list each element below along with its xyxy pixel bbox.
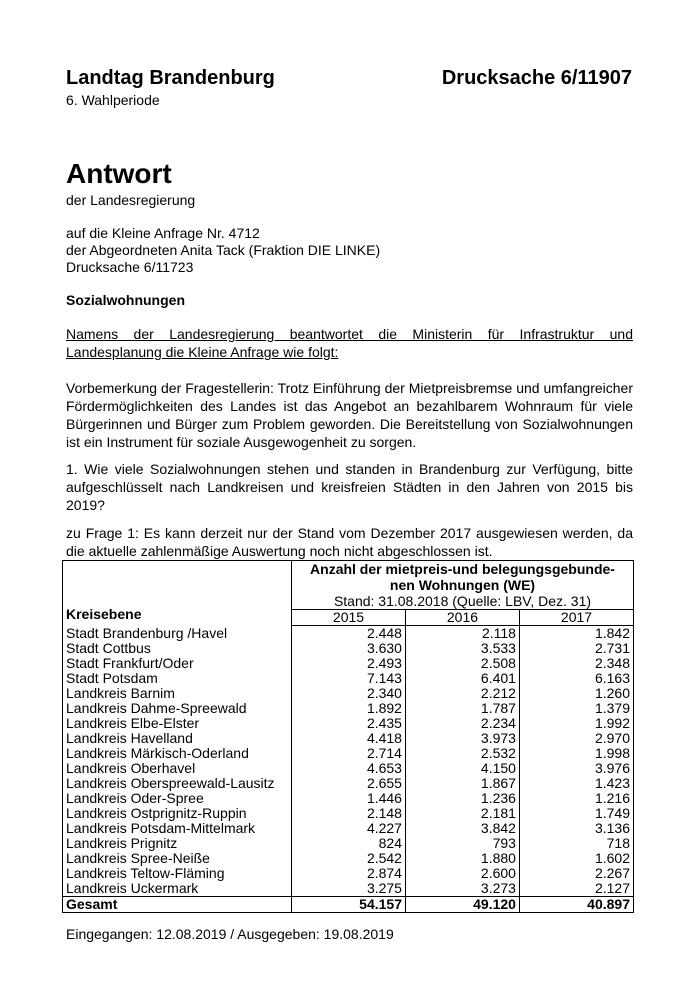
table-row [63, 836, 634, 851]
value-cell: 2.874 [292, 866, 406, 881]
question-1: 1. Wie viele Sozialwohnungen stehen und standen in Brandenburg zur Verfügung, bitte aufgeschlüsselt nach Landkreisen und kreisfreien Städten in den Jahren von 2015 bis 2019? [66, 461, 633, 513]
value-cell: 1.992 [519, 716, 633, 731]
year-header: 2015 [292, 610, 406, 626]
table-row [63, 686, 634, 701]
value-cell: 1.867 [405, 776, 519, 791]
value-cell: 3.630 [292, 641, 406, 656]
value-cell: 3.136 [519, 821, 633, 836]
value-cell: 2.731 [519, 641, 633, 656]
value-cell: 1.787 [405, 701, 519, 716]
value-cell: 3.275 [292, 881, 406, 897]
region-name-cell: Landkreis Barnim [63, 686, 292, 701]
value-cell: 824 [292, 836, 406, 851]
region-name-cell: Landkreis Oberhavel [63, 761, 292, 776]
value-cell: 1.216 [519, 791, 633, 806]
table-row [63, 821, 634, 836]
region-name-cell: Landkreis Dahme-Spreewald [63, 701, 292, 716]
value-cell: 2.212 [405, 686, 519, 701]
value-cell: 1.998 [519, 746, 633, 761]
group-header [292, 561, 634, 610]
total-value: 40.897 [519, 897, 633, 913]
value-cell: 2.181 [405, 806, 519, 821]
value-cell: 2.714 [292, 746, 406, 761]
table-row [63, 761, 634, 776]
group-header-source: Stand: 31.08.2018 (Quelle: LBV, Dez. 31) [333, 593, 592, 609]
intro-paragraph: Namens der Landesregierung beantwortet die Ministerin für Infrastruktur und Landesplanung die Kleine Anfrage wie folgt: [66, 326, 633, 360]
value-cell: 3.533 [405, 641, 519, 656]
value-cell: 1.446 [292, 791, 406, 806]
header-row [66, 66, 632, 90]
document-header [66, 66, 632, 109]
value-cell: 1.602 [519, 851, 633, 866]
page-title: Antwort [66, 158, 172, 189]
answer-1: zu Frage 1: Es kann derzeit nur der Stand vom Dezember 2017 ausgewiesen werden, da die aktuelle zahlenmäßige Auswertung noch nicht abgeschlossen ist. [66, 525, 633, 559]
page-subtitle: der Landesregierung [66, 192, 196, 208]
table-row [63, 731, 634, 746]
value-cell: 1.260 [519, 686, 633, 701]
value-cell: 2.493 [292, 656, 406, 671]
value-cell: 2.348 [519, 656, 633, 671]
value-cell: 1.880 [405, 851, 519, 866]
footer-dates: Eingegangen: 12.08.2019 / Ausgegeben: 19.08.2019 [66, 926, 394, 942]
value-cell: 718 [519, 836, 633, 851]
value-cell: 3.273 [405, 881, 519, 897]
region-name-cell: Landkreis Spree-Neiße [63, 851, 292, 866]
value-cell: 3.842 [405, 821, 519, 836]
inquiry-reference [66, 225, 380, 276]
value-cell: 6.163 [519, 671, 633, 686]
value-cell: 4.227 [292, 821, 406, 836]
value-cell: 3.973 [405, 731, 519, 746]
region-name-cell: Stadt Potsdam [63, 671, 292, 686]
region-name-cell: Landkreis Elbe-Elster [63, 716, 292, 731]
table-row [63, 881, 634, 897]
value-cell: 2.532 [405, 746, 519, 761]
value-cell: 7.143 [292, 671, 406, 686]
value-cell: 6.401 [405, 671, 519, 686]
year-header: 2017 [519, 610, 633, 626]
inquiry-line: der Abgeordneten Anita Tack (Fraktion DIE LINKE) [66, 242, 381, 258]
document-number: Drucksache 6/11907 [441, 67, 632, 89]
value-cell: 4.418 [292, 731, 406, 746]
table-row [63, 656, 634, 671]
table-body [63, 626, 634, 913]
region-name-cell: Landkreis Havelland [63, 731, 292, 746]
value-cell: 1.749 [519, 806, 633, 821]
group-header-line: Anzahl der mietpreis-und belegungsgebunde- [310, 561, 615, 577]
value-cell: 4.653 [292, 761, 406, 776]
table-row [63, 866, 634, 881]
value-cell: 2.508 [405, 656, 519, 671]
column-header-kreisebene: Kreisebene [63, 561, 292, 626]
value-cell: 1.892 [292, 701, 406, 716]
value-cell: 2.448 [292, 626, 406, 642]
value-cell: 2.542 [292, 851, 406, 866]
region-name-cell: Landkreis Oberspreewald-Lausitz [63, 776, 292, 791]
year-header: 2016 [405, 610, 519, 626]
value-cell: 793 [405, 836, 519, 851]
value-cell: 2.127 [519, 881, 633, 897]
housing-table [62, 560, 634, 913]
region-name-cell: Landkreis Teltow-Fläming [63, 866, 292, 881]
table-row [63, 851, 634, 866]
region-name-cell: Stadt Frankfurt/Oder [63, 656, 292, 671]
inquiry-line: Drucksache 6/11723 [66, 259, 194, 275]
region-name-cell: Landkreis Ostprignitz-Ruppin [63, 806, 292, 821]
parliament-name: Landtag Brandenburg [66, 67, 275, 89]
table-row [63, 806, 634, 821]
table-row [63, 776, 634, 791]
value-cell: 2.118 [405, 626, 519, 642]
value-cell: 2.600 [405, 866, 519, 881]
region-name-cell: Landkreis Prignitz [63, 836, 292, 851]
inquiry-line: auf die Kleine Anfrage Nr. 4712 [66, 225, 260, 241]
value-cell: 2.148 [292, 806, 406, 821]
total-value: 49.120 [405, 897, 519, 913]
value-cell: 1.379 [519, 701, 633, 716]
group-header-line: nen Wohnungen (WE) [389, 577, 536, 593]
table-row [63, 671, 634, 686]
table-row [63, 791, 634, 806]
total-label: Gesamt [63, 897, 292, 913]
value-cell: 1.842 [519, 626, 633, 642]
value-cell: 1.236 [405, 791, 519, 806]
value-cell: 2.267 [519, 866, 633, 881]
preliminary-remark: Vorbemerkung der Fragestellerin: Trotz Einführung der Mietpreisbremse und umfangreicher Fördermöglichkeiten des Landes ist das Angebot an bezahlbarem Wohnraum für viele Bürgerinnen und Bürger zum Problem geworden. Die Bereitstellung von Sozialwohnungen ist ein Instrument für soziale Ausgewogenheit zu sorgen. [66, 380, 633, 450]
region-name-cell: Landkreis Märkisch-Oderland [63, 746, 292, 761]
total-value: 54.157 [292, 897, 406, 913]
value-cell: 1.423 [519, 776, 633, 791]
table-row [63, 626, 634, 642]
value-cell: 4.150 [405, 761, 519, 776]
value-cell: 3.976 [519, 761, 633, 776]
region-name-cell: Landkreis Potsdam-Mittelmark [63, 821, 292, 836]
value-cell: 2.234 [405, 716, 519, 731]
table-row [63, 641, 634, 656]
topic-heading: Sozialwohnungen [66, 292, 185, 308]
value-cell: 2.655 [292, 776, 406, 791]
total-row [63, 897, 634, 913]
table-row [63, 716, 634, 731]
region-name-cell: Stadt Cottbus [63, 641, 292, 656]
value-cell: 2.340 [292, 686, 406, 701]
table-row [63, 701, 634, 716]
region-name-cell: Stadt Brandenburg /Havel [63, 626, 292, 642]
region-name-cell: Landkreis Oder-Spree [63, 791, 292, 806]
legislative-period: 6. Wahlperiode [66, 92, 160, 108]
value-cell: 2.970 [519, 731, 633, 746]
value-cell: 2.435 [292, 716, 406, 731]
table-row [63, 746, 634, 761]
region-name-cell: Landkreis Uckermark [63, 881, 292, 897]
